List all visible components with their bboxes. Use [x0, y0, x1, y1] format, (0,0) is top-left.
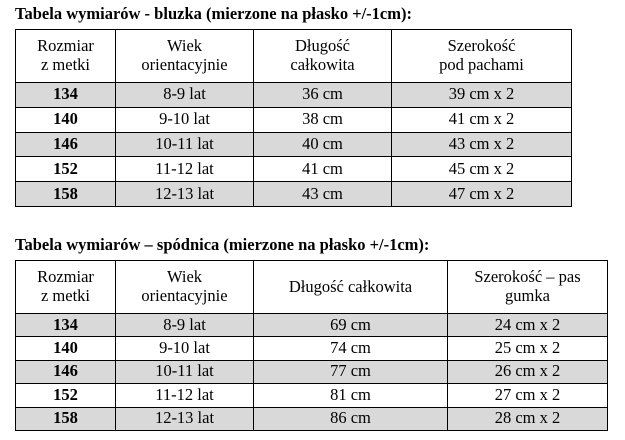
header-line: Wiek — [166, 36, 203, 56]
header-line: gumka — [505, 286, 550, 305]
header-line: Rozmiar — [37, 267, 94, 287]
length-header — [254, 261, 448, 314]
width-cell: 28 cm x 2 — [448, 407, 608, 430]
table-row — [16, 132, 572, 157]
size-cell: 158 — [16, 182, 116, 207]
header-line: Szerokość – pas — [474, 267, 581, 287]
size-cell: 140 — [16, 107, 116, 132]
header-line: Szerokość — [447, 36, 516, 56]
age-cell: 9-10 lat — [116, 337, 254, 360]
length-cell: 81 cm — [254, 384, 448, 407]
table-row — [16, 182, 572, 207]
blouse-table-title: Tabela wymiarów - bluzka (mierzone na płasko +/-1cm): — [15, 4, 412, 23]
size-header — [16, 30, 116, 83]
table-row — [16, 83, 572, 108]
length-cell: 36 cm — [254, 83, 392, 108]
age-header — [116, 30, 254, 83]
size-cell: 152 — [16, 384, 116, 407]
width-cell: 47 cm x 2 — [392, 182, 572, 207]
width-cell: 39 cm x 2 — [392, 83, 572, 108]
header-line: Długość — [295, 36, 350, 56]
size-cell: 158 — [16, 407, 116, 430]
width-header — [392, 30, 572, 83]
width-header — [448, 261, 608, 314]
length-cell: 69 cm — [254, 314, 448, 337]
length-cell: 38 cm — [254, 107, 392, 132]
size-cell: 134 — [16, 83, 116, 108]
length-cell: 40 cm — [254, 132, 392, 157]
header-line: z metki — [40, 286, 91, 305]
table-row — [16, 107, 572, 132]
length-cell: 74 cm — [254, 337, 448, 360]
size-cell: 140 — [16, 337, 116, 360]
skirt-table-title: Tabela wymiarów – spódnica (mierzone na płasko +/-1cm): — [15, 235, 430, 254]
width-cell: 26 cm x 2 — [448, 360, 608, 383]
header-line: Długość całkowita — [288, 276, 413, 296]
blouse-size-table — [15, 29, 572, 207]
age-cell: 12-13 lat — [116, 407, 254, 430]
length-header — [254, 30, 392, 83]
size-header — [16, 261, 116, 314]
skirt-size-table — [15, 260, 608, 431]
table-row — [16, 384, 608, 407]
width-cell: 25 cm x 2 — [448, 337, 608, 360]
width-cell: 43 cm x 2 — [392, 132, 572, 157]
header-line: całkowita — [290, 55, 355, 74]
length-cell: 41 cm — [254, 157, 392, 182]
age-header — [116, 261, 254, 314]
table-header-row — [16, 261, 608, 314]
width-cell: 27 cm x 2 — [448, 384, 608, 407]
table-row — [16, 407, 608, 430]
length-cell: 77 cm — [254, 360, 448, 383]
table-row — [16, 314, 608, 337]
age-cell: 8-9 lat — [116, 83, 254, 108]
size-cell: 146 — [16, 360, 116, 383]
age-cell: 10-11 lat — [116, 360, 254, 383]
age-cell: 8-9 lat — [116, 314, 254, 337]
age-cell: 11-12 lat — [116, 157, 254, 182]
table-header-row — [16, 30, 572, 83]
age-cell: 11-12 lat — [116, 384, 254, 407]
header-line: pod pachami — [439, 55, 524, 74]
length-cell: 86 cm — [254, 407, 448, 430]
header-line: Wiek — [166, 267, 203, 287]
age-cell: 9-10 lat — [116, 107, 254, 132]
length-cell: 43 cm — [254, 182, 392, 207]
age-cell: 10-11 lat — [116, 132, 254, 157]
header-line: orientacyjnie — [141, 55, 228, 74]
width-cell: 45 cm x 2 — [392, 157, 572, 182]
table-row — [16, 360, 608, 383]
header-line: z metki — [40, 55, 91, 74]
width-cell: 41 cm x 2 — [392, 107, 572, 132]
table-row — [16, 157, 572, 182]
header-line: orientacyjnie — [141, 286, 228, 305]
width-cell: 24 cm x 2 — [448, 314, 608, 337]
size-cell: 152 — [16, 157, 116, 182]
table-row — [16, 337, 608, 360]
header-line: Rozmiar — [37, 36, 94, 56]
size-cell: 134 — [16, 314, 116, 337]
age-cell: 12-13 lat — [116, 182, 254, 207]
size-cell: 146 — [16, 132, 116, 157]
